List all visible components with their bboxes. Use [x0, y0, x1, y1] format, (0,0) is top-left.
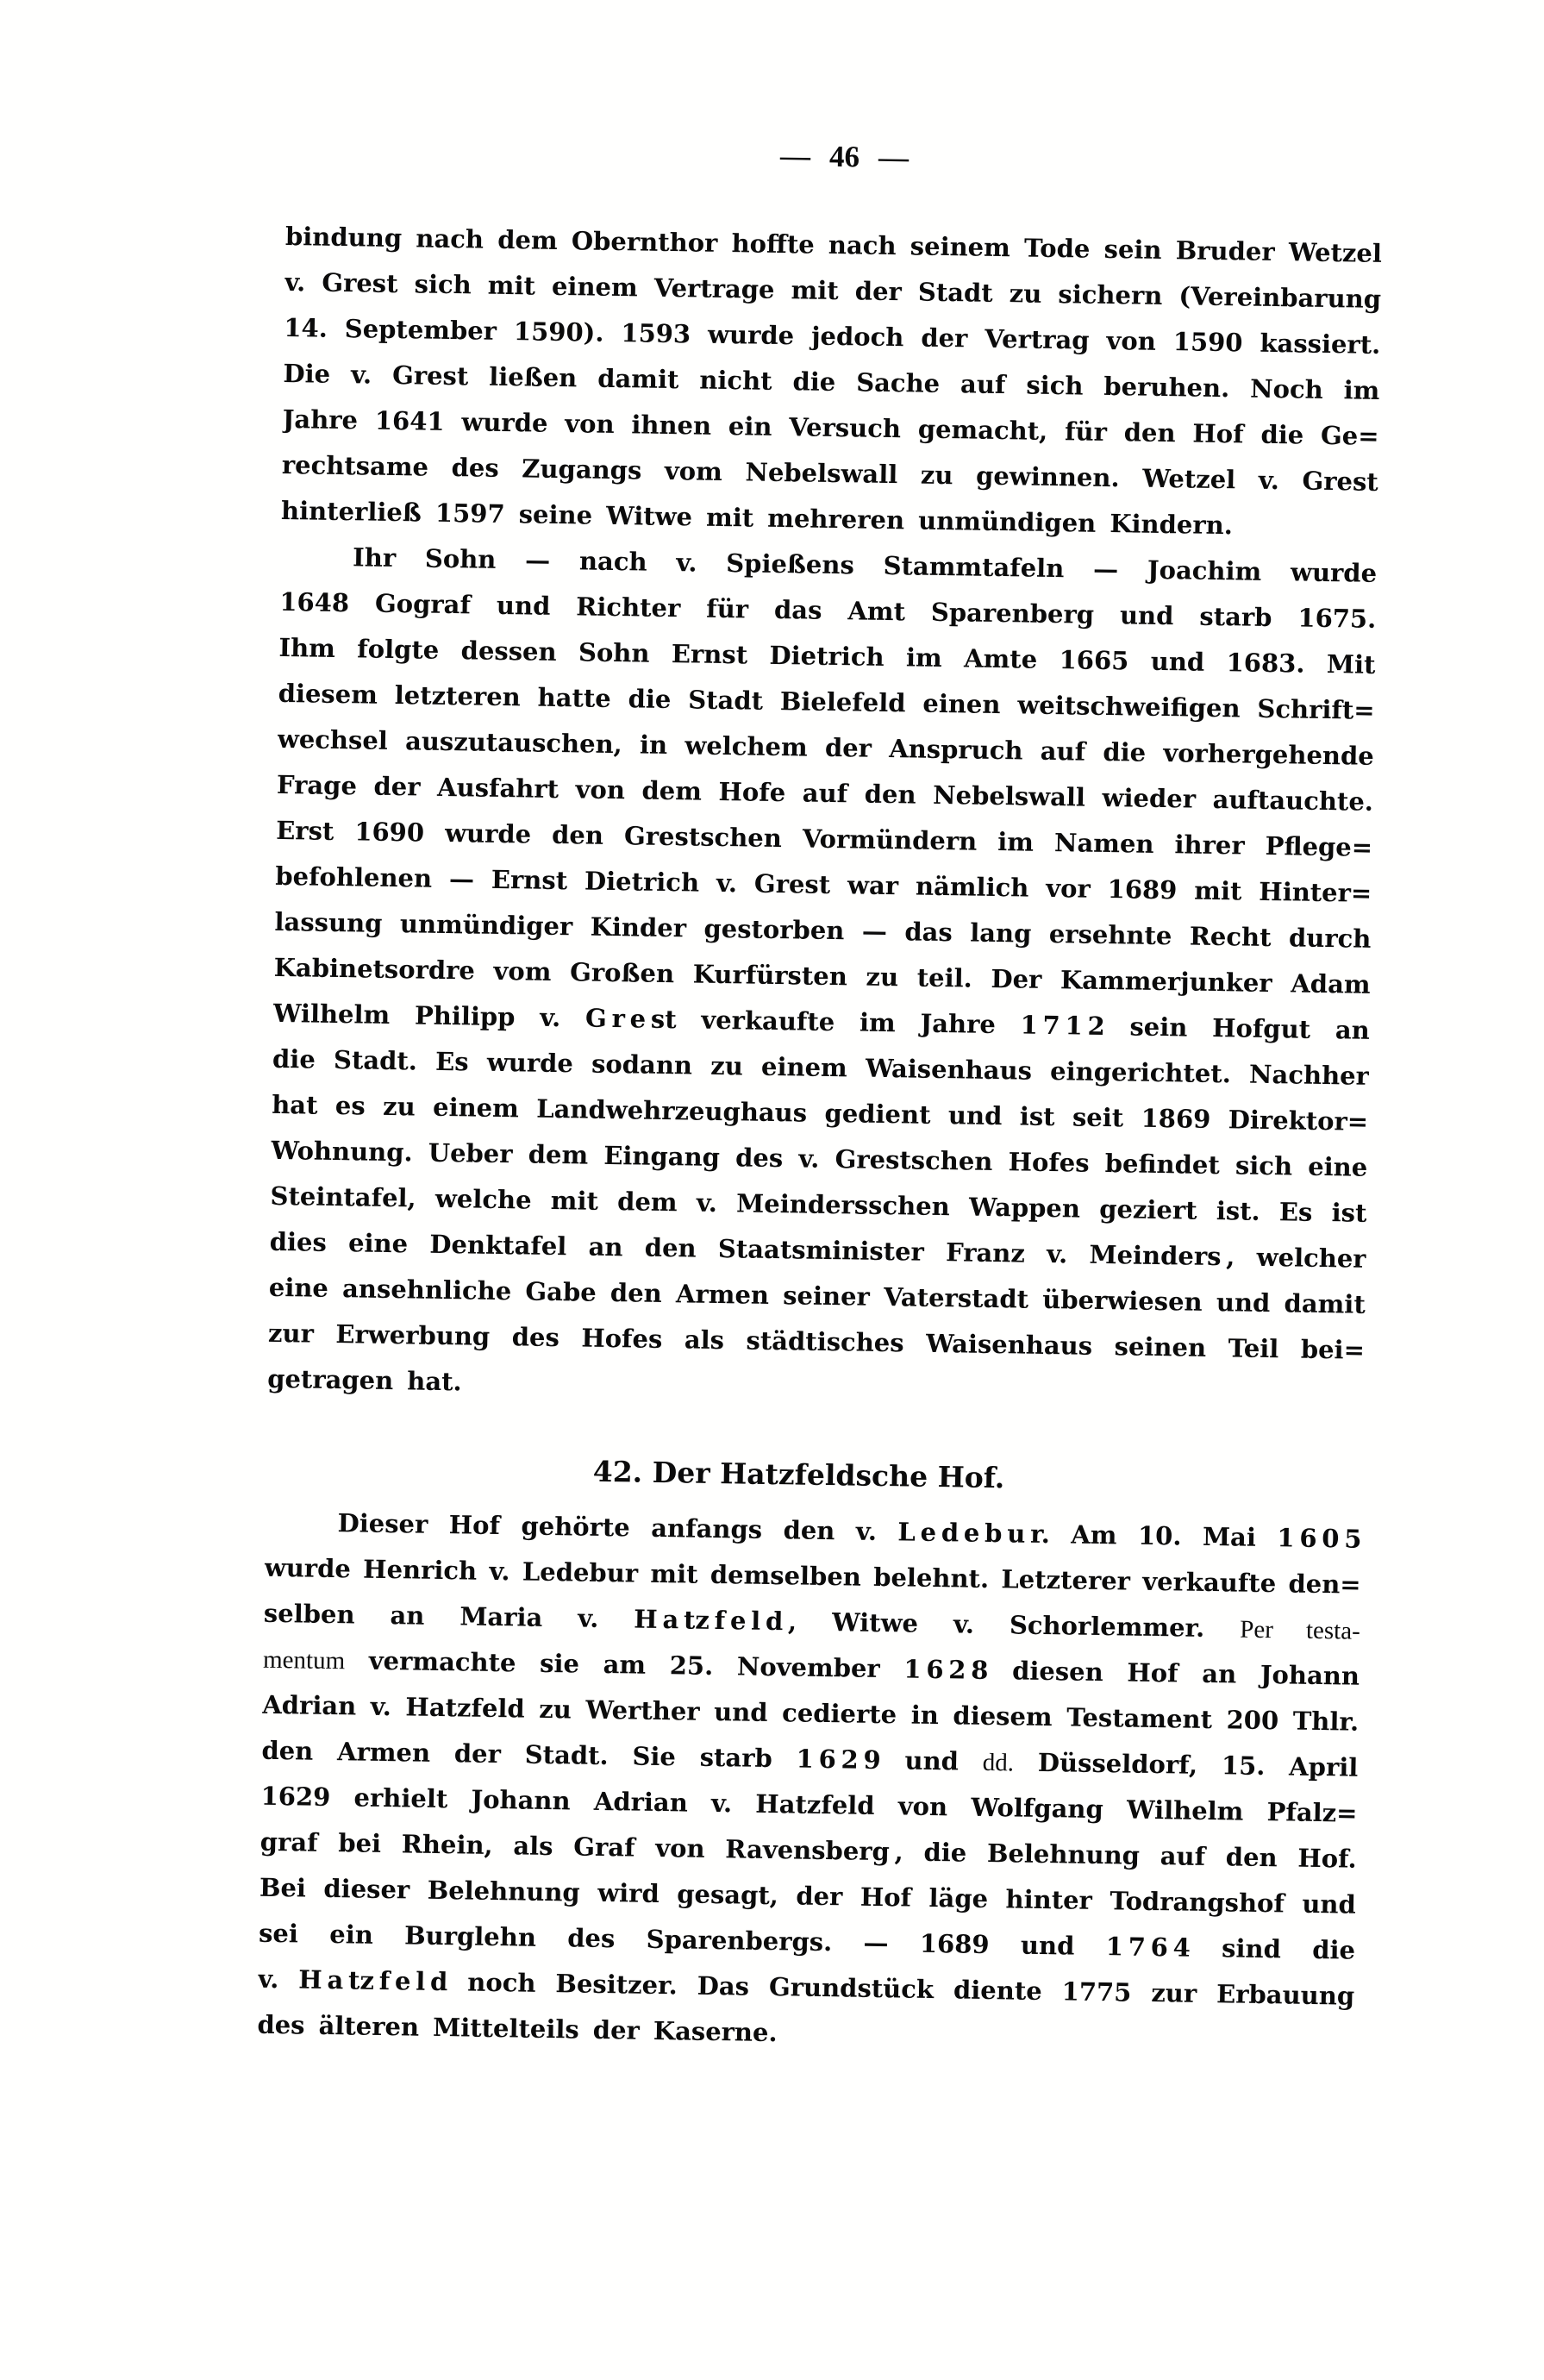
text-line: hat es zu einem Landwehrzeughaus gedient und ist seit 1869 Direktor= — [271, 1089, 1369, 1137]
text-segment: vermachte sie am 25. November 1 6 2 8 diesen Hof an Johann — [368, 1645, 1360, 1691]
page-header — [286, 129, 1384, 185]
text-line: Ihm folgte dessen Sohn Ernst Dietrich im Amte 1665 und 1683. Mit — [278, 632, 1376, 680]
paragraph-grest-family — [267, 534, 1378, 1419]
text-line: eine ansehnliche Gabe den Armen seiner Vaterstadt überwiesen und damit — [268, 1272, 1366, 1319]
text-line: wechsel auszutauschen, in welchem der Anspruch auf die vorhergehende — [277, 723, 1375, 771]
text-line: 14. September 1590). 1593 wurde jedoch der Vertrag von 1590 kassiert. — [284, 312, 1381, 360]
text-line: Wohnung. Ueber dem Eingang des v. Grestschen Hofes befindet sich eine — [271, 1135, 1368, 1182]
page-number: 46 — [828, 139, 860, 174]
text-line: 1629 erhielt Johann Adrian v. Hatzfeld von Wolfgang Wilhelm Pfalz= — [260, 1781, 1358, 1828]
text-segment: selben an Maria v. H a tz f e l d , Witwe v. Schorlemmer. — [263, 1598, 1205, 1643]
text-line: v. H a tz f e l d noch Besitzer. Das Grundstück diente 1775 zur Erbauung — [258, 1964, 1355, 2011]
section-heading: 42. Der Hatzfeldsche Hof. — [592, 1454, 1005, 1495]
text-line: Steintafel, welche mit dem v. Meindersschen Wappen geziert ist. Es ist — [270, 1181, 1367, 1228]
text-line: Ihr Sohn — nach v. Spießens Stammtafeln — Joachim wurde — [352, 542, 1378, 588]
text-line: diesem letzteren hatte die Stadt Bielefeld einen weitschweifigen Schrift= — [278, 678, 1375, 725]
text-line: Wilhelm Philipp v. G r e st verkaufte im Jahre 1 7 1 2 sein Hofgut an — [272, 998, 1371, 1045]
text-line: Erst 1690 wurde den Grestschen Vormündern im Namen ihrer Pflege= — [275, 815, 1373, 862]
text-line: Frage der Ausfahrt von dem Hofe auf den Nebelswall wieder auftauchte. — [276, 769, 1374, 817]
text-line: Bei dieser Belehnung wird gesagt, der Hof läge hinter Todrangshof und — [259, 1872, 1357, 1920]
text-segment: Düsseldorf, 15. April — [1037, 1747, 1359, 1782]
latin-text-segment: dd. — [982, 1748, 1015, 1777]
text-line: getragen hat. — [266, 1363, 462, 1397]
latin-text-segment: Per testa- — [1239, 1615, 1361, 1645]
page-content — [257, 129, 1384, 2065]
text-line: des älteren Mittelteils der Kaserne. — [257, 2009, 778, 2048]
text-line: Kabinetsordre vom Großen Kurfürsten zu teil. Der Kammerjunker Adam — [273, 952, 1371, 999]
text-line: zur Erwerbung des Hofes als städtisches Waisenhaus seinen Teil bei= — [267, 1318, 1366, 1365]
text-line: Dieser Hof gehörte anfangs den v. L e d e b u r. Am 10. Mai 1 6 0 5 — [337, 1508, 1362, 1554]
text-line: wurde Henrich v. Ledebur mit demselben belehnt. Letzterer verkaufte den= — [264, 1552, 1361, 1600]
text-line: lassung unmündiger Kinder gestorben — das lang ersehnte Recht durch — [274, 906, 1372, 954]
text-line: befohlenen — Ernst Dietrich v. Grest war nämlich vor 1689 mit Hinter= — [275, 861, 1372, 908]
header-dash-right: — — [878, 140, 910, 175]
text-line: die Stadt. Es wurde sodann zu einem Waisenhaus eingerichtet. Nachher — [272, 1043, 1370, 1091]
paragraph-hatzfeld-hof — [257, 1500, 1362, 2065]
text-line: graf bei Rhein, als Graf von Ravensberg , die Belehnung auf den Hof. — [259, 1826, 1357, 1874]
latin-text-segment: mentum — [262, 1645, 346, 1675]
text-line: Die v. Grest ließen damit nicht die Sache auf sich beruhen. Noch im — [283, 358, 1380, 405]
text-line: hinterließ 1597 seine Witwe mit mehreren unmündigen Kindern. — [280, 495, 1234, 541]
text-line: bindung nach dem Obernthor hoffte nach seinem Tode sein Bruder Wetzel — [284, 221, 1383, 268]
text-segment: den Armen der Stadt. Sie starb 1 6 2 9 und — [261, 1735, 960, 1776]
text-line: Jahre 1641 wurde von ihnen ein Versuch gemacht, für den Hof die Ge= — [282, 404, 1379, 451]
text-line: rechtsame des Zugangs vom Nebelswall zu gewinnen. Wetzel v. Grest — [281, 449, 1379, 497]
text-line: 1648 Gograf und Richter für das Amt Sparenberg und starb 1675. — [279, 586, 1377, 634]
text-line: sei ein Burglehn des Sparenbergs. — 1689 und 1 7 6 4 sind die — [258, 1918, 1356, 1965]
text-line: dies eine Denktafel an den Staatsminister Franz v. Meinders , welcher — [269, 1226, 1366, 1274]
paragraph-continuation — [281, 214, 1383, 551]
text-line: v. Grest sich mit einem Vertrage mit der Stadt zu sichern (Vereinbarung — [284, 266, 1382, 314]
header-dash-left: — — [779, 138, 811, 173]
text-line: Adrian v. Hatzfeld zu Werther und cedierte in diesem Testament 200 Thlr. — [262, 1689, 1360, 1737]
